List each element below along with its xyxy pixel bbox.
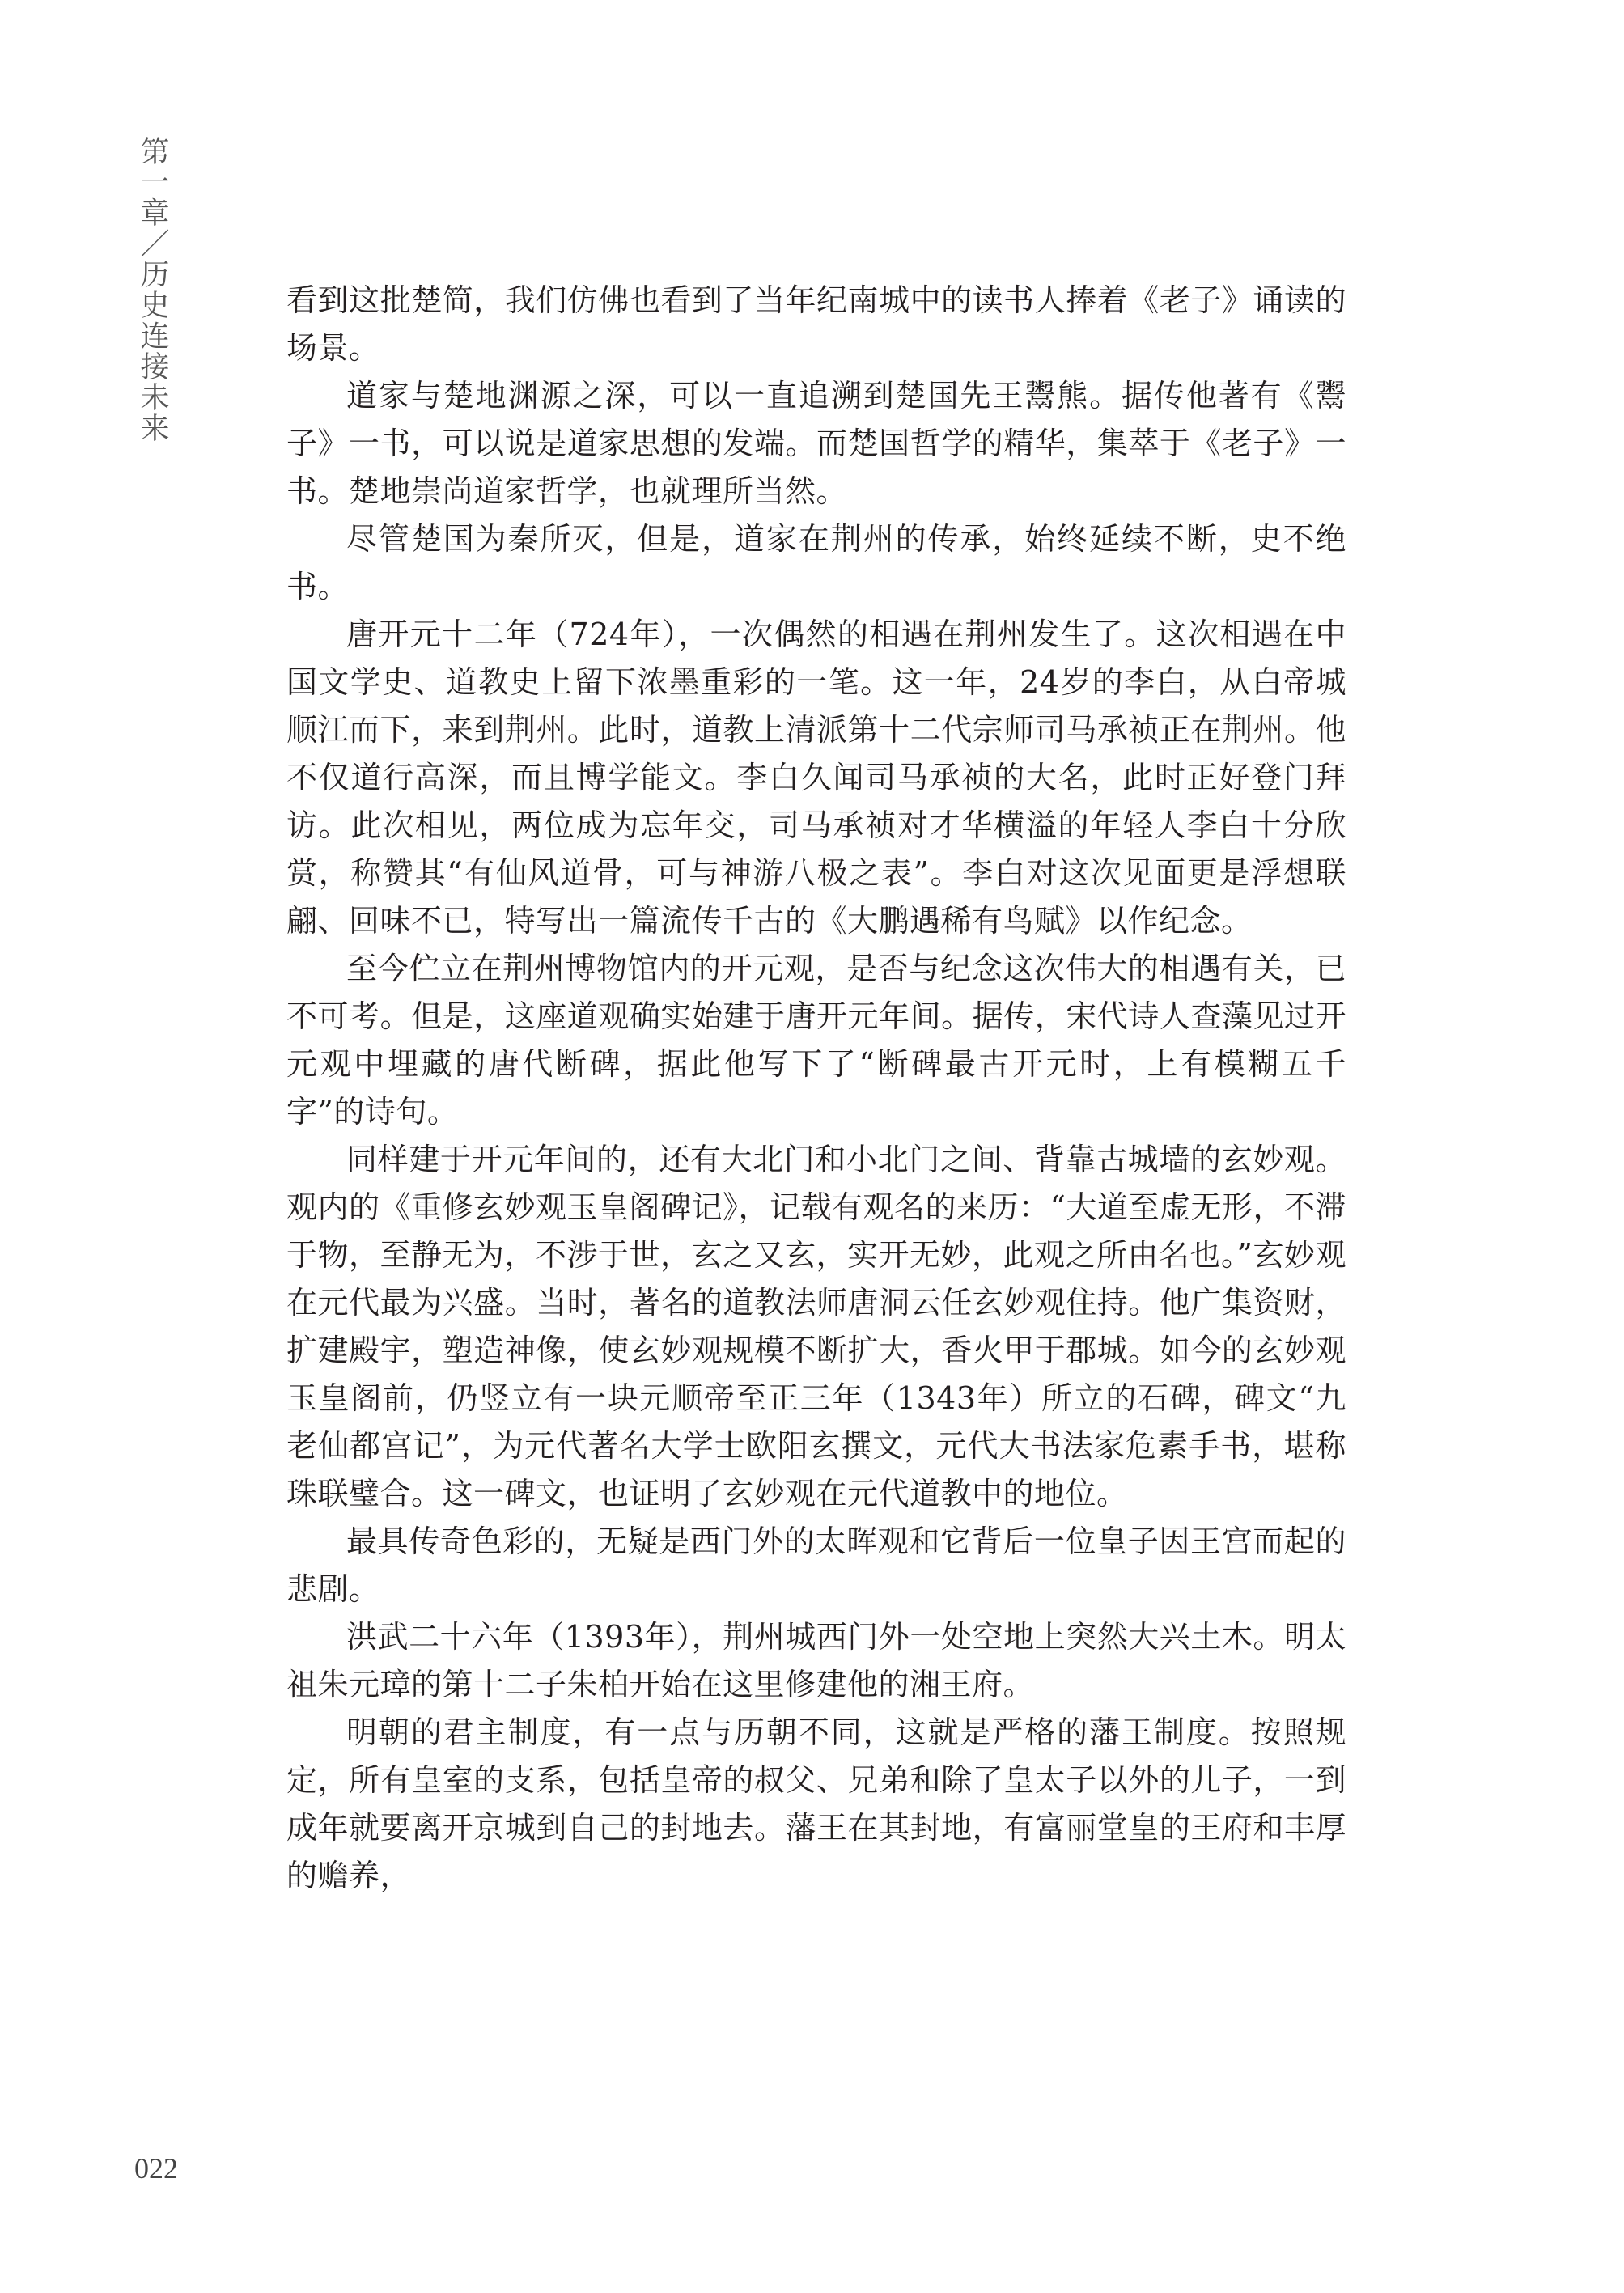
paragraph: 洪武二十六年（1393年），荆州城西门外一处空地上突然大兴土木。明太祖朱元璋的第十二子朱柏开始在这里修建他的湘王府。 [286, 1619, 1346, 1702]
body-text [286, 277, 1346, 1900]
running-head: 第一章／历史连接未来 [136, 136, 169, 443]
paragraph: 尽管楚国为秦所灭，但是，道家在荆州的传承，始终延续不断，史不绝书。 [286, 521, 1346, 604]
paragraph: 最具传奇色彩的，无疑是西门外的太晖观和它背后一位皇子因王宫而起的悲剧。 [286, 1524, 1346, 1607]
paragraph: 唐开元十二年（724年），一次偶然的相遇在荆州发生了。这次相遇在中国文学史、道教史上留下浓墨重彩的一笔。这一年，24岁的李白，从白帝城顺江而下，来到荆州。此时，道教上清派第十二代宗师司马承祯正在荆州。他不仅道行高深，而且博学能文。李白久闻司马承祯的大名，此时正好登门拜访。此次相见，两位成为忘年交，司马承祯对才华横溢的年轻人李白十分欣赏，称赞其“有仙风道骨，可与神游八极之表”。李白对这次见面更是浮想联翩、回味不已，特写出一篇流传千古的《大鹏遇稀有鸟赋》以作纪念。 [286, 617, 1346, 939]
paragraph: 道家与楚地渊源之深，可以一直追溯到楚国先王鬻熊。据传他著有《鬻子》一书，可以说是道家思想的发端。而楚国哲学的精华，集萃于《老子》一书。楚地崇尚道家哲学，也就理所当然。 [286, 378, 1346, 509]
paragraph: 至今伫立在荆州博物馆内的开元观，是否与纪念这次伟大的相遇有关，已不可考。但是，这座道观确实始建于唐开元年间。据传，宋代诗人查藻见过开元观中埋藏的唐代断碑，据此他写下了“断碑最古开元时，上有模糊五千字”的诗句。 [286, 951, 1346, 1130]
paragraph: 看到这批楚简，我们仿佛也看到了当年纪南城中的读书人捧着《老子》诵读的场景。 [286, 282, 1346, 366]
paragraph: 明朝的君主制度，有一点与历朝不同，这就是严格的藩王制度。按照规定，所有皇室的支系，包括皇帝的叔父、兄弟和除了皇太子以外的儿子，一到成年就要离开京城到自己的封地去。藩王在其封地，有富丽堂皇的王府和丰厚的赡养， [286, 1714, 1346, 1893]
paragraph: 同样建于开元年间的，还有大北门和小北门之间、背靠古城墙的玄妙观。观内的《重修玄妙观玉皇阁碑记》，记载有观名的来历：“大道至虚无形，不滞于物，至静无为，不涉于世，玄之又玄，实开无妙，此观之所由名也。”玄妙观在元代最为兴盛。当时，著名的道教法师唐洞云任玄妙观住持。他广集资财，扩建殿宇，塑造神像，使玄妙观规模不断扩大，香火甲于郡城。如今的玄妙观玉皇阁前，仍竖立有一块元顺帝至正三年（1343年）所立的石碑，碑文“九老仙都宫记”，为元代著名大学士欧阳玄撰文，元代大书法家危素手书，堪称珠联璧合。这一碑文，也证明了玄妙观在元代道教中的地位。 [286, 1142, 1346, 1511]
page-number: 022 [134, 2152, 178, 2185]
